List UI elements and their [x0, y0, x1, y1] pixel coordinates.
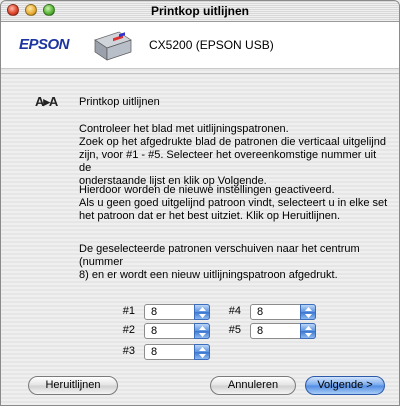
pattern-3-select[interactable]: [144, 344, 210, 360]
updown-arrows-icon: [300, 323, 316, 339]
brand-logo: EPSON: [19, 36, 70, 53]
pattern-4-label: #4: [228, 305, 241, 317]
pattern-3-value: 8: [151, 346, 158, 358]
realign-button[interactable]: Heruitlijnen: [28, 376, 118, 395]
alignment-icon: A▸A: [35, 94, 58, 109]
instruction-line: Controleer het blad met uitlijningspatronen.: [79, 123, 289, 135]
activation-paragraph: [79, 184, 391, 223]
title-bar[interactable]: [1, 1, 399, 22]
pattern-5-value: 8: [257, 325, 264, 337]
header-banner: [1, 22, 399, 69]
instruction-line: zijn, voor #1 - #5. Selecteer het overeenkomstige nummer uit de: [79, 149, 377, 174]
pattern-2-select[interactable]: [144, 323, 210, 339]
instruction-line: De geselecteerde patronen verschuiven naar het centrum (nummer: [79, 243, 360, 268]
pattern-1-label: #1: [122, 305, 135, 317]
cancel-button[interactable]: Annuleren: [210, 376, 296, 395]
pattern-1-value: 8: [151, 306, 158, 318]
instruction-line: Zoek op het afgedrukte blad de patronen die verticaal uitgelijnd: [79, 136, 386, 148]
printer-model: CX5200 (EPSON USB): [149, 38, 274, 52]
pattern-3-label: #3: [122, 345, 135, 357]
section-title: Printkop uitlijnen: [79, 96, 160, 108]
instructions-paragraph: [79, 123, 391, 188]
shift-paragraph: [79, 243, 391, 282]
pattern-2-value: 8: [151, 325, 158, 337]
updown-arrows-icon: [194, 304, 210, 320]
pattern-5-select[interactable]: [250, 323, 316, 339]
pattern-2-label: #2: [122, 324, 135, 336]
printer-icon: [89, 28, 133, 64]
instruction-line: het patroon dat er het best uitziet. Klik op Heruitlijnen.: [79, 210, 341, 222]
instruction-line: onderstaande lijst en klik op Volgende.: [79, 175, 267, 187]
next-button[interactable]: Volgende >: [305, 376, 385, 395]
instruction-line: 8) en er wordt een nieuw uitlijningspatroon afgedrukt.: [79, 269, 338, 281]
header-divider: [1, 73, 399, 74]
instruction-line: Hierdoor worden de nieuwe instellingen geactiveerd.: [79, 184, 335, 196]
pattern-5-label: #5: [228, 324, 241, 336]
pattern-4-select[interactable]: [250, 304, 316, 320]
instruction-line: Als u geen goed uitgelijnd patroon vindt, selecteert u in elke set: [79, 197, 388, 209]
pattern-4-value: 8: [257, 306, 264, 318]
pattern-1-select[interactable]: [144, 304, 210, 320]
updown-arrows-icon: [194, 323, 210, 339]
updown-arrows-icon: [300, 304, 316, 320]
updown-arrows-icon: [194, 344, 210, 360]
window-title: Printkop uitlijnen: [151, 4, 249, 18]
